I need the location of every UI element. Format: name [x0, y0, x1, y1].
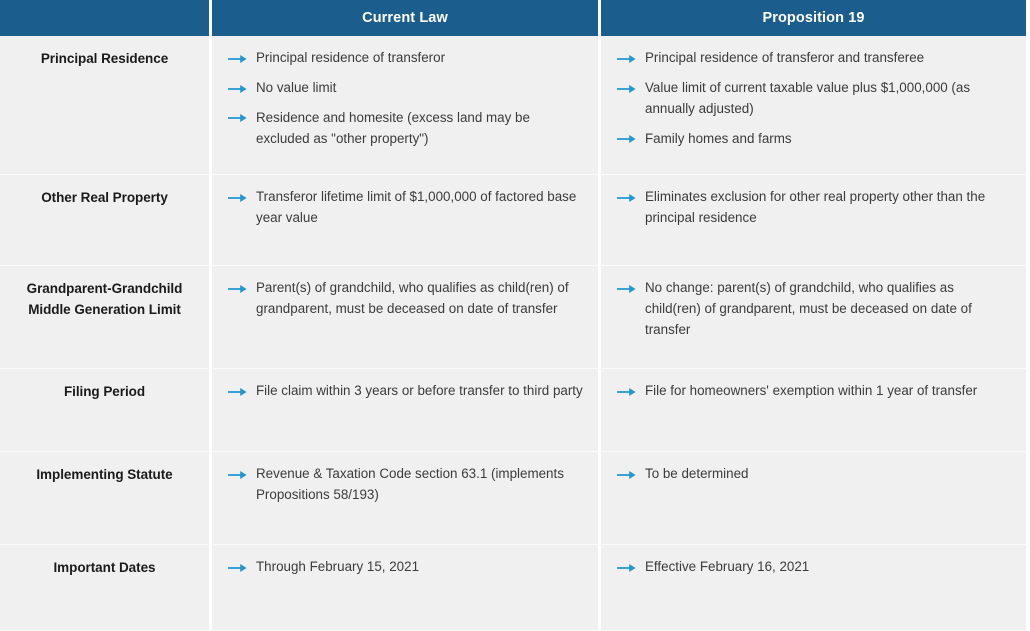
column-header-current-law: Current Law [212, 0, 598, 36]
arrow-right-icon [228, 113, 247, 123]
bullet-item [226, 381, 584, 402]
cell-current-law [212, 36, 598, 175]
row-label: Principal Residence [0, 36, 209, 175]
column-divider-1 [209, 36, 212, 175]
arrow-right-icon [228, 84, 247, 94]
bullet-text: Eliminates exclusion for other real property other than the principal residence [645, 189, 986, 225]
column-divider-1 [209, 369, 212, 452]
bullet-item [615, 48, 1012, 69]
bullet-text: Value limit of current taxable value plus $1,000,000 (as annually adjusted) [645, 79, 971, 116]
column-divider-2 [598, 369, 601, 452]
bullet-item [226, 464, 584, 506]
bullet-list [615, 557, 1012, 578]
column-divider-1 [209, 266, 212, 369]
arrow-right-icon [617, 284, 636, 294]
bullet-item [226, 108, 584, 150]
table-row [0, 452, 1026, 545]
table-row [0, 545, 1026, 631]
cell-current-law [212, 369, 598, 452]
bullet-item [615, 557, 1012, 578]
row-label: Implementing Statute [0, 452, 209, 545]
arrow-right-icon [617, 563, 636, 573]
bullet-list [226, 278, 584, 320]
cell-proposition-19 [601, 545, 1026, 631]
table-row [0, 36, 1026, 175]
bullet-text: Effective February 16, 2021 [645, 559, 810, 574]
bullet-text: No change: parent(s) of grandchild, who qualifies as child(ren) of grandparent, must be deceased on date of transfer [645, 280, 972, 337]
arrow-right-icon [617, 84, 636, 94]
bullet-item [226, 557, 584, 578]
bullet-text: Residence and homesite (excess land may be excluded as "other property") [256, 109, 530, 146]
bullet-text: To be determined [645, 466, 749, 481]
column-divider-2 [598, 545, 601, 631]
bullet-list [615, 187, 1012, 229]
bullet-text: File claim within 3 years or before transfer to third party [256, 383, 583, 398]
bullet-item [226, 278, 584, 320]
arrow-right-icon [228, 54, 247, 64]
row-label: Filing Period [0, 369, 209, 452]
arrow-right-icon [228, 387, 247, 397]
column-divider-2 [598, 266, 601, 369]
bullet-list [226, 464, 584, 506]
bullet-item [615, 278, 1012, 341]
arrow-right-icon [617, 54, 636, 64]
cell-current-law [212, 266, 598, 369]
arrow-right-icon [228, 193, 247, 203]
arrow-right-icon [617, 387, 636, 397]
column-divider-1 [209, 452, 212, 545]
header-divider-2 [598, 0, 601, 36]
cell-proposition-19 [601, 266, 1026, 369]
bullet-item [615, 381, 1012, 402]
table-row [0, 369, 1026, 452]
cell-proposition-19 [601, 452, 1026, 545]
arrow-right-icon [228, 470, 247, 480]
arrow-right-icon [228, 284, 247, 294]
arrow-right-icon [228, 563, 247, 573]
bullet-list [226, 557, 584, 578]
bullet-text: Family homes and farms [645, 130, 792, 146]
arrow-right-icon [617, 193, 636, 203]
bullet-list [615, 278, 1012, 341]
bullet-text: Revenue & Taxation Code section 63.1 (implements Propositions 58/193) [256, 466, 564, 502]
header-divider-1 [209, 0, 212, 36]
arrow-right-icon [617, 134, 636, 144]
column-divider-1 [209, 175, 212, 266]
cell-current-law [212, 175, 598, 266]
table-header [0, 0, 1026, 36]
cell-proposition-19 [601, 36, 1026, 175]
cell-proposition-19 [601, 369, 1026, 452]
bullet-text: Through February 15, 2021 [256, 559, 420, 574]
bullet-list [226, 381, 584, 402]
row-label: Important Dates [0, 545, 209, 631]
bullet-text: Parent(s) of grandchild, who qualifies as child(ren) of grandparent, must be deceased on date of transfer [256, 280, 569, 316]
table-body [0, 36, 1026, 631]
bullet-item [226, 78, 584, 99]
bullet-item [615, 129, 1012, 150]
bullet-text: File for homeowners' exemption within 1 year of transfer [645, 383, 978, 398]
cell-proposition-19 [601, 175, 1026, 266]
table-row [0, 266, 1026, 369]
column-header-proposition-19: Proposition 19 [601, 0, 1026, 36]
bullet-text: Transferor lifetime limit of $1,000,000 of factored base year value [256, 189, 577, 225]
row-label: Grandparent-Grandchild Middle Generation Limit [0, 266, 209, 369]
column-header-label-blank [0, 0, 209, 36]
bullet-item [615, 78, 1012, 120]
bullet-list [615, 464, 1012, 485]
cell-current-law [212, 545, 598, 631]
cell-current-law [212, 452, 598, 545]
bullet-list [226, 187, 584, 229]
column-divider-1 [209, 545, 212, 631]
table-row [0, 175, 1026, 266]
bullet-item [226, 187, 584, 229]
bullet-item [615, 187, 1012, 229]
bullet-list [615, 48, 1012, 150]
bullet-item [615, 464, 1012, 485]
row-label: Other Real Property [0, 175, 209, 266]
column-divider-2 [598, 175, 601, 266]
bullet-text: No value limit [256, 79, 337, 95]
bullet-list [615, 381, 1012, 402]
bullet-text: Principal residence of transferor [256, 50, 446, 65]
column-divider-2 [598, 36, 601, 175]
bullet-list [226, 48, 584, 150]
arrow-right-icon [617, 470, 636, 480]
bullet-text: Principal residence of transferor and transferee [645, 50, 925, 65]
column-divider-2 [598, 452, 601, 545]
bullet-item [226, 48, 584, 69]
